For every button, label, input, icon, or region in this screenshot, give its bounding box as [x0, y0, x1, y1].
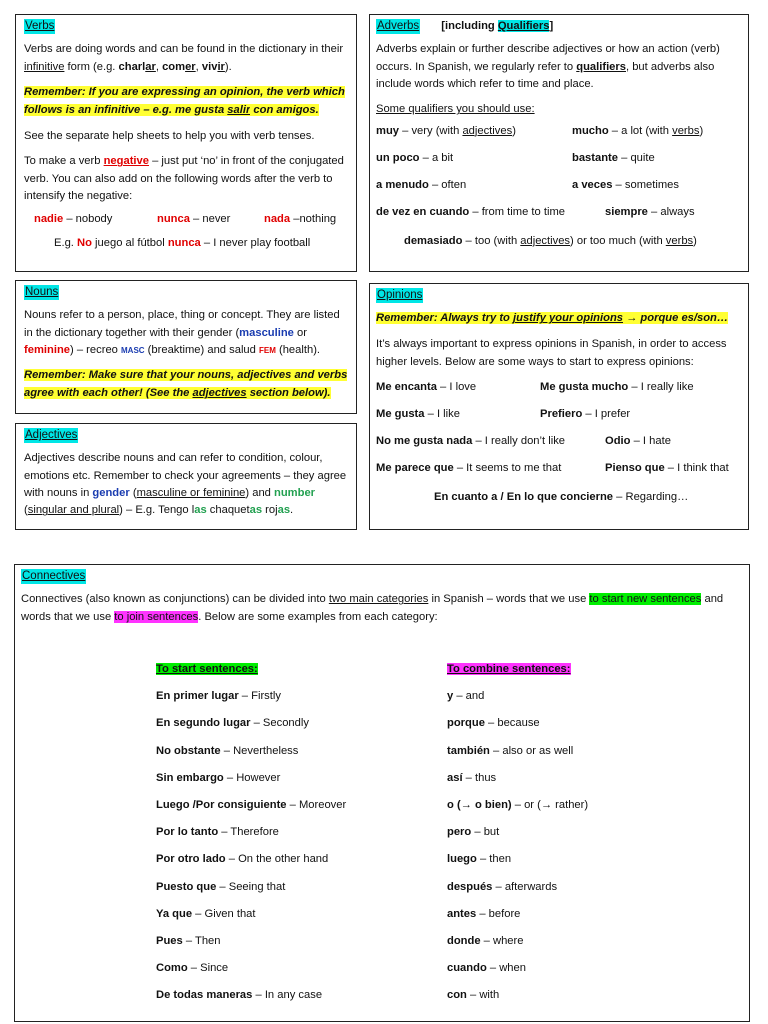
adverbs-list — [376, 123, 742, 233]
neg-word-nadie: nadie – nobody — [34, 213, 113, 226]
combine-connective: pero – but — [447, 826, 500, 839]
combine-sentences-label: To combine sentences: — [447, 663, 571, 675]
adverb-item: un poco – a bit — [376, 151, 454, 164]
adverbs-some-qualifiers: Some qualifiers you should use: — [376, 103, 535, 116]
negative-words — [24, 211, 348, 235]
combine-connective: con – with — [447, 989, 500, 1002]
adverb-item: a veces – sometimes — [572, 178, 679, 191]
opinion-item: No me gusta nada – I really don’t like — [376, 435, 566, 447]
start-connective: No obstante – Nevertheless — [156, 744, 299, 757]
verbs-remember-note: Remember: If you are expressing an opinion, the verb which follows is an infinitive – e.g. me gusta salir con amigos. — [24, 86, 345, 116]
connectives-intro: Connectives (also known as conjunctions) can be divided into two main categories in Spanish – words that we use to start new sentences and words that we use to join sentences. Below are some examples from each category: — [21, 593, 724, 623]
opinion-item: Me encanta – I love — [376, 381, 477, 393]
adverb-item: bastante – quite — [572, 151, 655, 164]
combine-connective: después – afterwards — [447, 880, 558, 893]
start-connective: Por otro lado – On the other hand — [156, 853, 329, 866]
opinion-item-regarding: En cuanto a / En lo que concierne – Regarding… — [434, 491, 689, 503]
adverbs-subtitle: [including Qualifiers] — [441, 20, 554, 32]
start-connective: Por lo tanto – Therefore — [156, 826, 279, 839]
start-connective: En segundo lugar – Secondly — [156, 717, 309, 730]
start-connective: Pues – Then — [156, 934, 221, 947]
opinions-remember-note: Remember: Always try to justify your opinions → porque es/son… — [376, 312, 729, 325]
opinions-title: Opinions — [377, 289, 423, 301]
opinion-item: Me parece que – It seems to me that — [376, 462, 562, 474]
start-sentences-list — [156, 661, 346, 1014]
verbs-title: Verbs — [25, 20, 55, 32]
verbs-negative-text: To make a verb negative – just put ‘no’ in front of the conjugated verb. You can also add on the following words after the verb to intensify the negative: — [24, 155, 344, 202]
adjectives-title: Adjectives — [25, 429, 78, 441]
neg-word-nunca: nunca – never — [157, 213, 231, 226]
combine-connective: también – also or as well — [447, 744, 574, 757]
neg-word-nada: nada –nothing — [264, 213, 337, 226]
start-connective: Luego /Por consiguiente – Moreover — [156, 798, 347, 811]
adverb-item-demasiado: demasiado – too (with adjectives) or too much (with verbs) — [404, 234, 697, 247]
nouns-remember-note: Remember: Make sure that your nouns, adjectives and verbs agree with each other! (See the adjectives section below). — [24, 369, 348, 400]
nouns-section — [15, 280, 357, 414]
combine-connective: así – thus — [447, 771, 497, 784]
combine-connective: donde – where — [447, 934, 524, 947]
combine-connective: porque – because — [447, 717, 540, 730]
combine-sentences-list — [447, 661, 588, 1014]
nouns-title: Nouns — [25, 286, 59, 298]
start-connective: Puesto que – Seeing that — [156, 880, 286, 893]
adverb-item: a menudo – often — [376, 178, 467, 191]
adverbs-section — [369, 14, 749, 272]
verbs-tenses-note: See the separate help sheets to help you with verb tenses. — [24, 129, 315, 142]
combine-connective: y – and — [447, 690, 485, 703]
adverb-item: de vez en cuando – from time to time — [376, 205, 566, 218]
combine-connective: luego – then — [447, 853, 512, 866]
opinion-item: Me gusta – I like — [376, 408, 460, 420]
adverbs-intro: Adverbs explain or further describe adjectives or how an action (verb) occurs. In Spanish, we regularly refer to qualifiers, but adverbs also include words which refer to time and place. — [376, 43, 720, 91]
start-sentences-label: To start sentences: — [156, 663, 258, 675]
start-connective: Como – Since — [156, 962, 229, 975]
start-connective: De todas maneras – In any case — [156, 989, 323, 1002]
adjectives-intro: Adjectives describe nouns and can refer to condition, colour, emotions etc. Remember to check your agreements – they agree with nouns in gender (masculine or feminine) and number (singular and plural) – E.g. Tengo las chaquetas rojas. — [24, 452, 347, 517]
combine-connective: antes – before — [447, 907, 521, 920]
connectives-section — [14, 564, 750, 1022]
opinion-item: Odio – I hate — [605, 435, 671, 447]
verbs-example: E.g. No juego al fútbol nunca – I never play football — [54, 237, 311, 250]
start-connective: Ya que – Given that — [156, 907, 256, 920]
opinions-section — [369, 283, 749, 530]
opinions-intro: It’s always important to express opinions in Spanish, in order to access higher levels. Below are some ways to start to express opinions: — [376, 338, 727, 368]
adverb-item: siempre – always — [605, 205, 695, 218]
adverbs-title: Adverbs — [377, 20, 420, 32]
nouns-intro: Nouns refer to a person, place, thing or concept. They are listed in the dictionary together with their gender (masculine or feminine) – recreo MASC (breaktime) and salud FEM (health). — [24, 309, 340, 357]
opinions-list — [376, 379, 742, 489]
adverb-item: muy – very (with adjectives) — [376, 124, 516, 137]
opinion-item: Pienso que – I think that — [605, 462, 729, 474]
adverb-item: mucho – a lot (with verbs) — [572, 124, 704, 137]
adjectives-section — [15, 423, 357, 530]
verbs-section — [15, 14, 357, 272]
combine-connective: cuando – when — [447, 962, 526, 975]
start-connective: En primer lugar – Firstly — [156, 690, 281, 703]
verbs-intro: Verbs are doing words and can be found in the dictionary in their infinitive form (e.g. charlar, comer, vivir). — [24, 43, 344, 73]
start-connective: Sin embargo – However — [156, 771, 281, 784]
combine-connective: o (→ o bien) – or (→ rather) — [447, 798, 589, 811]
opinion-item: Me gusta mucho – I really like — [540, 381, 694, 393]
connectives-title: Connectives — [22, 570, 86, 582]
opinion-item: Prefiero – I prefer — [540, 408, 631, 420]
